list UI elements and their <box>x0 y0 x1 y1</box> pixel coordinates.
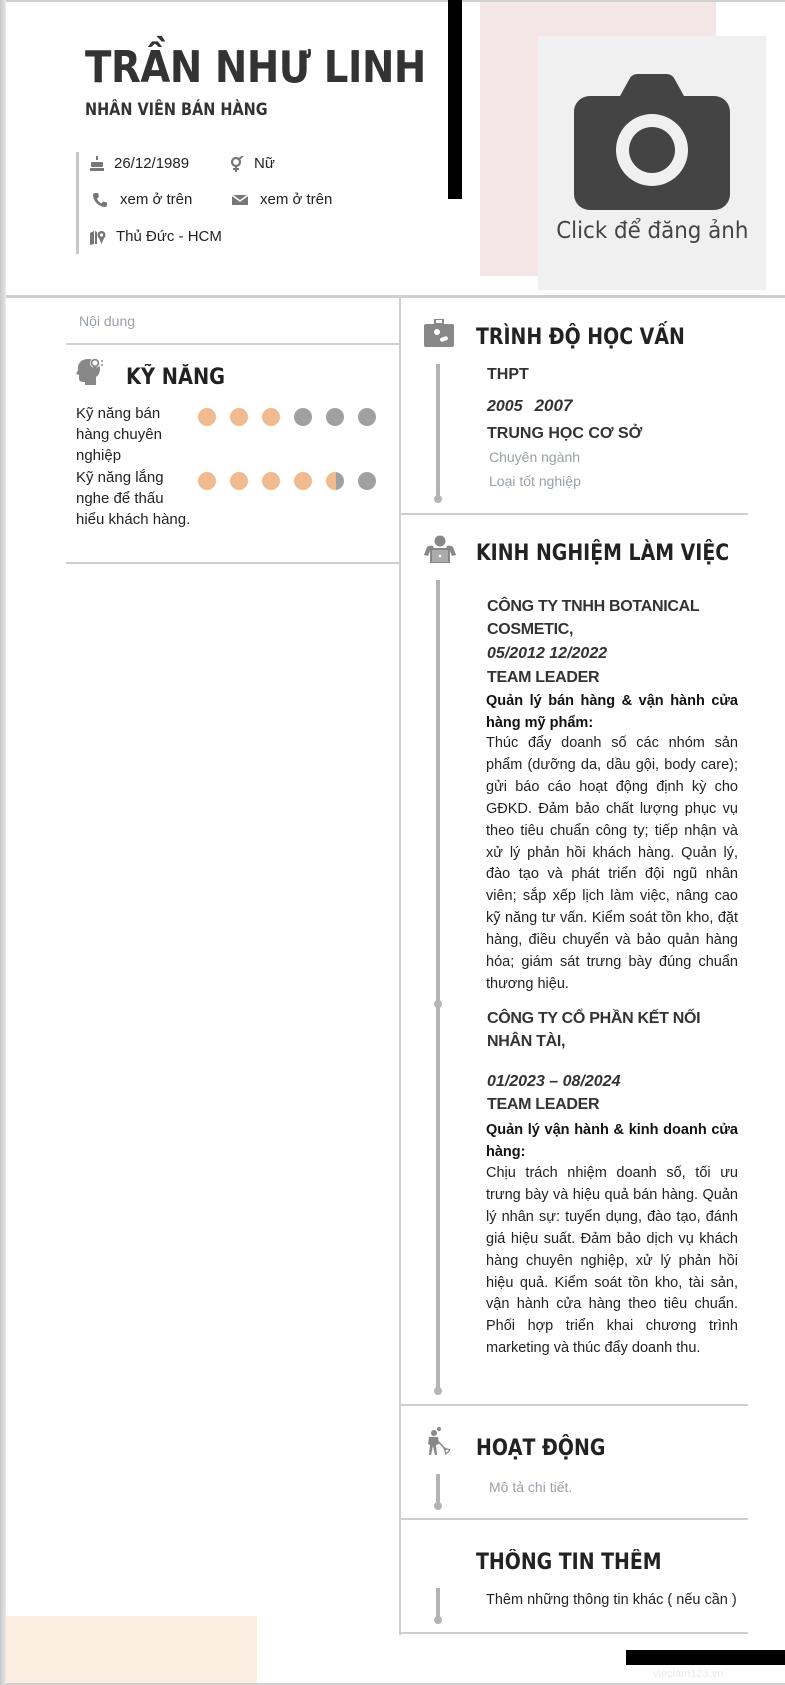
skill-label[interactable]: Kỹ năng lắng nghe để thấu hiểu khách hàng. <box>76 469 191 528</box>
skill-label[interactable]: Kỹ năng bán hàng chuyên nghiệp <box>76 405 162 464</box>
education-level[interactable]: TRUNG HỌC CƠ SỞ <box>487 425 643 442</box>
job-description-heading[interactable]: Quản lý vận hành & kinh doanh cửa hàng: <box>486 1122 738 1160</box>
birthday-field[interactable] <box>90 155 189 172</box>
education-major[interactable]: Chuyên ngành <box>489 449 581 465</box>
timeline-dot <box>434 1502 442 1510</box>
rating-dot-empty <box>294 408 312 426</box>
decorative-black-bar <box>448 0 462 199</box>
job-company[interactable]: CÔNG TY TNHH BOTANICAL COSMETIC, <box>487 598 700 638</box>
decorative-black-footer-bar <box>626 1650 785 1665</box>
job-description-heading[interactable]: Quản lý bán hàng & vận hành cửa hàng mỹ phẩm: <box>486 693 738 731</box>
content-placeholder[interactable]: Nội dung <box>79 313 136 329</box>
job-role[interactable]: TEAM LEADER <box>487 669 600 686</box>
address-field[interactable] <box>90 228 222 245</box>
page-shadow <box>0 0 6 1685</box>
job-dates[interactable]: 05/2012 12/2022 <box>487 645 608 662</box>
rating-dot-filled <box>198 472 216 490</box>
experience-title[interactable]: KINH NGHIỆM LÀM VIỆC <box>476 541 730 566</box>
education-years[interactable] <box>487 396 572 416</box>
email-value: xem ở trên <box>260 191 333 208</box>
rating-dot-filled <box>198 408 216 426</box>
job-role[interactable]: TEAM LEADER <box>487 1096 600 1113</box>
left-divider <box>66 343 399 345</box>
timeline-line <box>436 364 440 498</box>
rating-dot-filled <box>294 472 312 490</box>
worker-laptop-icon <box>424 535 456 563</box>
education-year-end: 2007 <box>534 396 573 415</box>
header-divider <box>6 295 785 298</box>
education-grade[interactable]: Loại tốt nghiệp <box>489 473 581 489</box>
timeline-dot <box>434 495 442 503</box>
job-title[interactable]: NHÂN VIÊN BÁN HÀNG <box>85 100 268 120</box>
phone-field[interactable] <box>92 191 192 208</box>
address-value: Thủ Đức - HCM <box>116 228 222 245</box>
email-field[interactable] <box>232 191 332 208</box>
photo-upload[interactable] <box>538 36 766 290</box>
additional-info-description[interactable]: Thêm những thông tin khác ( nếu cần ) <box>486 1592 737 1608</box>
rating-dot-empty <box>358 408 376 426</box>
birthday-value: 26/12/1989 <box>114 155 190 172</box>
head-lightbulb-icon <box>76 355 106 385</box>
rating-dot-empty <box>358 472 376 490</box>
rating-dot-filled <box>230 472 248 490</box>
photo-upload-label: Click để đăng ảnh <box>555 218 749 244</box>
job-description[interactable]: Thúc đẩy doanh số các nhóm sản phẩm (dưỡng da, dầu gội, body care); gửi báo cáo hoạt động định kỳ cho GĐKD. Đảm bảo chất lượng phục vụ theo tiêu chuẩn công ty; tiếp nhận và xử lý phản hồi khách hàng. Quản lý, đào tạo và phát triển đội ngũ nhân viên; sắp xếp lịch làm việc, nâng cao kỹ năng tư vấn. Kiểm soát tồn kho, đặt hàng, điều chuyển và bảo quản hàng hóa; giám sát trưng bày đúng chuẩn thương hiệu. <box>486 735 738 992</box>
map-marker-icon <box>90 229 106 245</box>
job-dates[interactable]: 01/2023 – 08/2024 <box>487 1073 621 1090</box>
activities-title[interactable]: HOẠT ĐỘNG <box>476 1436 606 1461</box>
watermark: vieclam123.vn <box>653 1668 724 1680</box>
section-divider <box>401 1404 748 1406</box>
decorative-peach-block <box>6 1616 257 1685</box>
section-divider <box>401 513 748 515</box>
phone-value: xem ở trên <box>120 191 193 208</box>
candidate-name[interactable]: TRẦN NHƯ LINH <box>85 42 426 93</box>
skill-rating[interactable] <box>198 408 390 426</box>
education-title[interactable]: TRÌNH ĐỘ HỌC VẤN <box>476 325 685 350</box>
activities-description[interactable]: Mô tả chi tiết. <box>489 1479 573 1495</box>
timeline-dot <box>434 1387 442 1395</box>
info-accent-bar <box>76 152 79 254</box>
gender-icon <box>230 156 244 172</box>
section-divider <box>401 1632 748 1634</box>
gender-field[interactable] <box>230 155 275 172</box>
job-description[interactable]: Chịu trách nhiệm doanh số, tối ưu trưng bày và hiệu quả bán hàng. Quản lý nhân sự: tuyển dụng, đào tạo, đánh giá hiệu suất. Đảm bảo dịch vụ khách hàng chuyên nghiệp, xử lý phản hồi hiệu quả. Kiểm soát tồn kho, tài sản, vận hành cửa hàng theo tiêu chuẩn. Phối hợp triển khai chương trình marketing và thúc đẩy doanh thu. <box>486 1165 738 1357</box>
education-year-start: 2005 <box>487 398 523 415</box>
timeline-dot <box>434 1616 442 1624</box>
phone-icon <box>92 192 108 208</box>
rating-dot-empty <box>326 408 344 426</box>
section-divider <box>401 1518 748 1520</box>
worker-shovel-icon <box>424 1426 450 1456</box>
left-divider <box>66 562 399 564</box>
rating-dot-filled <box>262 472 280 490</box>
additional-info-title[interactable]: THÔNG TIN THÊM <box>476 1550 662 1575</box>
briefcase-icon <box>424 319 454 347</box>
rating-dot-filled <box>230 408 248 426</box>
education-school[interactable]: THPT <box>487 366 529 383</box>
job-company[interactable]: CÔNG TY CỔ PHẦN KẾT NỐI NHÂN TÀI, <box>487 1010 701 1050</box>
rating-dot-half <box>326 472 344 490</box>
timeline-line <box>436 580 440 1392</box>
column-divider <box>399 298 401 1635</box>
envelope-icon <box>232 194 248 206</box>
birthday-cake-icon <box>90 156 104 172</box>
timeline-dot <box>434 1000 442 1008</box>
gender-value: Nữ <box>254 155 275 172</box>
skills-title[interactable]: KỸ NĂNG <box>126 365 226 390</box>
skill-rating[interactable] <box>198 472 390 490</box>
rating-dot-filled <box>262 408 280 426</box>
camera-icon <box>574 74 730 210</box>
